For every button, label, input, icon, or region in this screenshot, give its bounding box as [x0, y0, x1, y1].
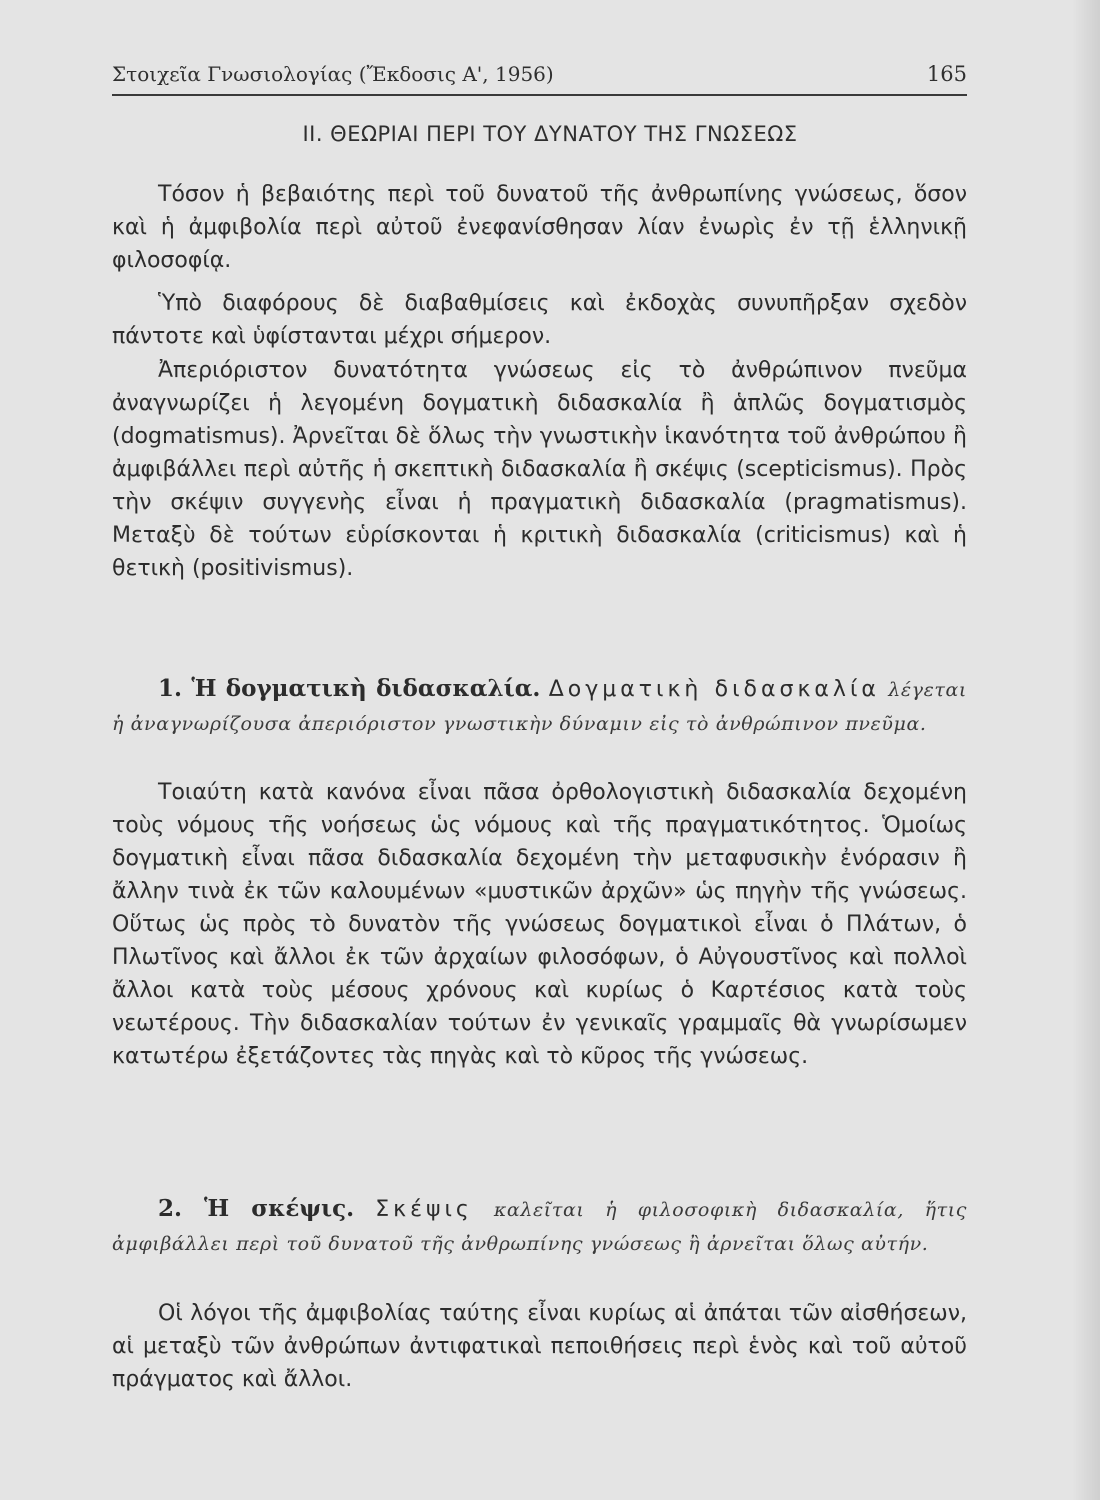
paragraph-dogmatism-examples: Τοιαύτη κατὰ κανόνα εἶναι πᾶσα ὀρθολογιστικὴ διδασκαλία δεχομένη τοὺς νόμους τῆς νοήσεως ὡς νόμους καὶ τῆς πραγματικότητος. Ὁμοίως δογματικὴ εἶναι πᾶσα διδασκαλία δεχομένη τὴν μεταφυσικὴν ἐνόρασιν ἢ ἄλλην τινὰ ἐκ τῶν καλουμένων «μυστικῶν ἀρχῶν» ὡς πηγὴν τῆς γνώσεως. Οὕτως ὡς πρὸς τὸ δυνατὸν τῆς γνώσεως δογματικοὶ εἶναι ὁ Πλάτων, ὁ Πλωτῖνος καὶ ἄλλοι ἐκ τῶν ἀρχαίων φιλοσόφων, ὁ Αὐγουστῖνος καὶ πολλοὶ ἄλλοι κατὰ τοὺς μέσους χρόνους καὶ κυρίως ὁ Καρτέσιος κατὰ τοὺς νεωτέρους. Τὴν διδασκαλίαν τούτων ἐν γενικαῖς γραμμαῖς θὰ γνωρίσωμεν κατωτέρω ἐξετάζοντες τὰς πηγὰς καὶ τὸ κῦρος τῆς γνώσεως.: [112, 780, 967, 1069]
subsection-dogmatism-definition: λέγεται ἡ ἀναγνωρίζουσα ἀπεριόριστον γνωστικὴν δύναμιν εἰς τὸ ἀνθρώπινον πνεῦμα.: [112, 679, 967, 735]
paragraph-scepticism-reasons: Οἱ λόγοι τῆς ἀμφιβολίας ταύτης εἶναι κυρίως αἱ ἀπάται τῶν αἰσθήσεων, αἱ μεταξὺ τῶν ἀνθρώπων ἀντιφατικαὶ πεποιθήσεις περὶ ἑνὸς καὶ τοῦ αὐτοῦ πράγματος καὶ ἄλλοι.: [112, 1301, 967, 1392]
running-title: Στοιχεῖα Γνωσιολογίας (Ἔκδοσις Α', 1956): [112, 62, 554, 86]
subsection-dogmatism: [112, 672, 967, 741]
subsection-scepticism-definition: καλεῖται ἡ φιλοσοφικὴ διδασκαλία, ἥτις ἀμφιβάλλει περὶ τοῦ δυνατοῦ τῆς ἀνθρωπίνης γνώσεως ἢ ἀρνεῖται ὅλως αὐτήν.: [112, 1199, 968, 1255]
paragraph-intro: Τόσον ἡ βεβαιότης περὶ τοῦ δυνατοῦ τῆς ἀνθρωπίνης γνώσεως, ὅσον καὶ ἡ ἀμφιβολία περὶ αὐτοῦ ἐνεφανίσθησαν λίαν ἐνωρὶς ἐν τῇ ἑλληνικῇ φιλοσοφίᾳ.: [112, 182, 967, 273]
section-heading: II. ΘΕΩΡΙΑΙ ΠΕΡΙ ΤΟΥ ΔΥΝΑΤΟΥ ΤΗΣ ΓΝΩΣΕΩΣ: [302, 122, 798, 146]
subsection-scepticism-term: Σκέψις: [375, 1197, 473, 1222]
subsection-dogmatism-term: Δογματικὴ διδασκαλία: [548, 677, 880, 702]
page-number: 165: [926, 62, 967, 86]
paragraph-theories-overview: Ἀπεριόριστον δυνατότητα γνώσεως εἰς τὸ ἀνθρώπινον πνεῦμα ἀναγνωρίζει ἡ λεγομένη δογματικὴ διδασκαλία ἢ ἁπλῶς δογματισμὸς (dogmatismus). Ἀρνεῖται δὲ ὅλως τὴν γνωστικὴν ἱκανότητα τοῦ ἀνθρώπου ἢ ἀμφιβάλλει περὶ αὐτῆς ἡ σκεπτικὴ διδασκαλία ἢ σκέψις (scepticismus). Πρὸς τὴν σκέψιν συγγενὴς εἶναι ἡ πραγματικὴ διδασκαλία (pragmatismus). Μεταξὺ δὲ τούτων εὑρίσκονται ἡ κριτικὴ διδασκαλία (criticismus) καὶ ἡ θετικὴ (positivismus).: [112, 358, 967, 581]
running-header: [112, 60, 967, 96]
paragraph-gradations: Ὑπὸ διαφόρους δὲ διαβαθμίσεις καὶ ἐκδοχὰς συνυπῆρξαν σχεδὸν πάντοτε καὶ ὑφίστανται μέχρι σήμερον.: [112, 291, 967, 349]
page-edge-shadow: [1072, 0, 1100, 1500]
subsection-dogmatism-title: 1. Ἡ δογματικὴ διδασκαλία.: [158, 675, 541, 702]
subsection-scepticism: [112, 1192, 967, 1261]
subsection-scepticism-title: 2. Ἡ σκέψις.: [158, 1195, 355, 1222]
